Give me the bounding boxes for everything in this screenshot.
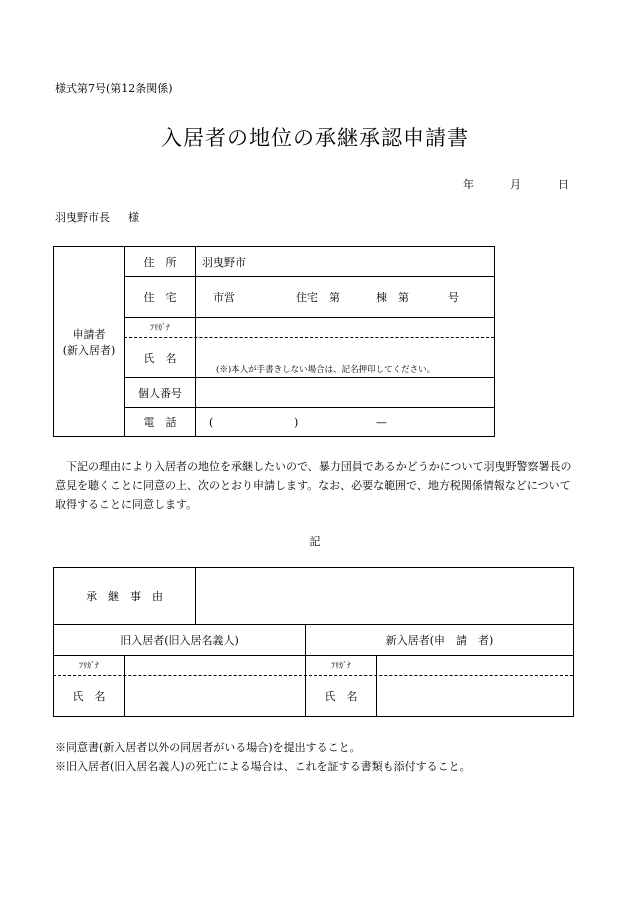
old-furigana-label: ﾌﾘｶﾞﾅ: [79, 661, 99, 670]
date-year-label: 年: [463, 178, 474, 191]
address-label: 住 所: [143, 255, 177, 269]
succession-reason-field[interactable]: [196, 568, 573, 624]
succession-reason-label: 承 継 事 由: [86, 590, 163, 603]
furigana-label: ﾌﾘｶﾞﾅ: [150, 323, 170, 332]
new-furigana-label: ﾌﾘｶﾞﾅ: [331, 661, 351, 670]
addressee: [55, 209, 139, 225]
housing-number-label: 号: [448, 291, 459, 304]
address-field[interactable]: 羽曳野市: [202, 255, 246, 269]
phone-open-paren: (: [209, 415, 214, 429]
old-name-field[interactable]: [125, 676, 305, 716]
form-number: 様式第7号(第12条関係): [55, 82, 173, 95]
document-title: 入居者の地位の承継承認申請書: [161, 126, 469, 150]
new-name-field[interactable]: [377, 676, 573, 716]
applicant-group-label: [54, 247, 124, 436]
applicant-label: 申請者: [72, 327, 106, 341]
name-label: 氏 名: [143, 351, 177, 365]
footer-note-consent: ※同意書(新入居者以外の同居者がいる場合)を提出すること。: [55, 741, 361, 754]
consent-paragraph: 下記の理由により入居者の地位を承継したいので、暴力団員であるかどうかについて羽曳野警察署長の意見を聴くことに同意の上、次のとおり申請します。なお、必要な範囲で、地方税関係情報などについて取得することに同意します。: [55, 460, 572, 511]
new-resident-label: (新入居者): [62, 343, 116, 357]
old-resident-header: 旧入居者(旧入居名義人): [120, 634, 239, 647]
housing-house-label: 住宅 第: [296, 291, 340, 304]
housing-label: 住 宅: [143, 291, 177, 304]
new-name-label: 氏 名: [324, 690, 358, 703]
housing-field[interactable]: [196, 277, 494, 317]
addressee-name: 羽曳野市長: [55, 211, 110, 224]
housing-city-label: 市営: [213, 291, 235, 304]
phone-close-paren: ): [294, 415, 299, 429]
phone-dash: —: [376, 415, 387, 429]
footer-note-death: ※旧入居者(旧入居名義人)の死亡による場合は、これを証する書類も添付すること。: [55, 760, 471, 773]
housing-building-label: 棟 第: [376, 291, 409, 304]
phone-field[interactable]: [196, 408, 494, 436]
name-field[interactable]: [196, 338, 494, 377]
old-name-label: 氏 名: [72, 690, 106, 703]
phone-label: 電 話: [143, 416, 177, 429]
furigana-field[interactable]: [196, 318, 494, 337]
addressee-honorific: 様: [128, 211, 139, 224]
new-resident-header: 新入居者(申 請 者): [385, 634, 494, 647]
mynumber-field[interactable]: [196, 378, 494, 407]
new-furigana-field[interactable]: [377, 656, 573, 675]
old-furigana-field[interactable]: [125, 656, 305, 675]
date-day-label: 日: [558, 178, 569, 191]
name-note: (※)本人が手書きしない場合は、記名押印してください。: [216, 365, 436, 375]
mynumber-label: 個人番号: [138, 386, 182, 400]
ki-label: 記: [309, 535, 321, 548]
date-month-label: 月: [510, 178, 521, 191]
